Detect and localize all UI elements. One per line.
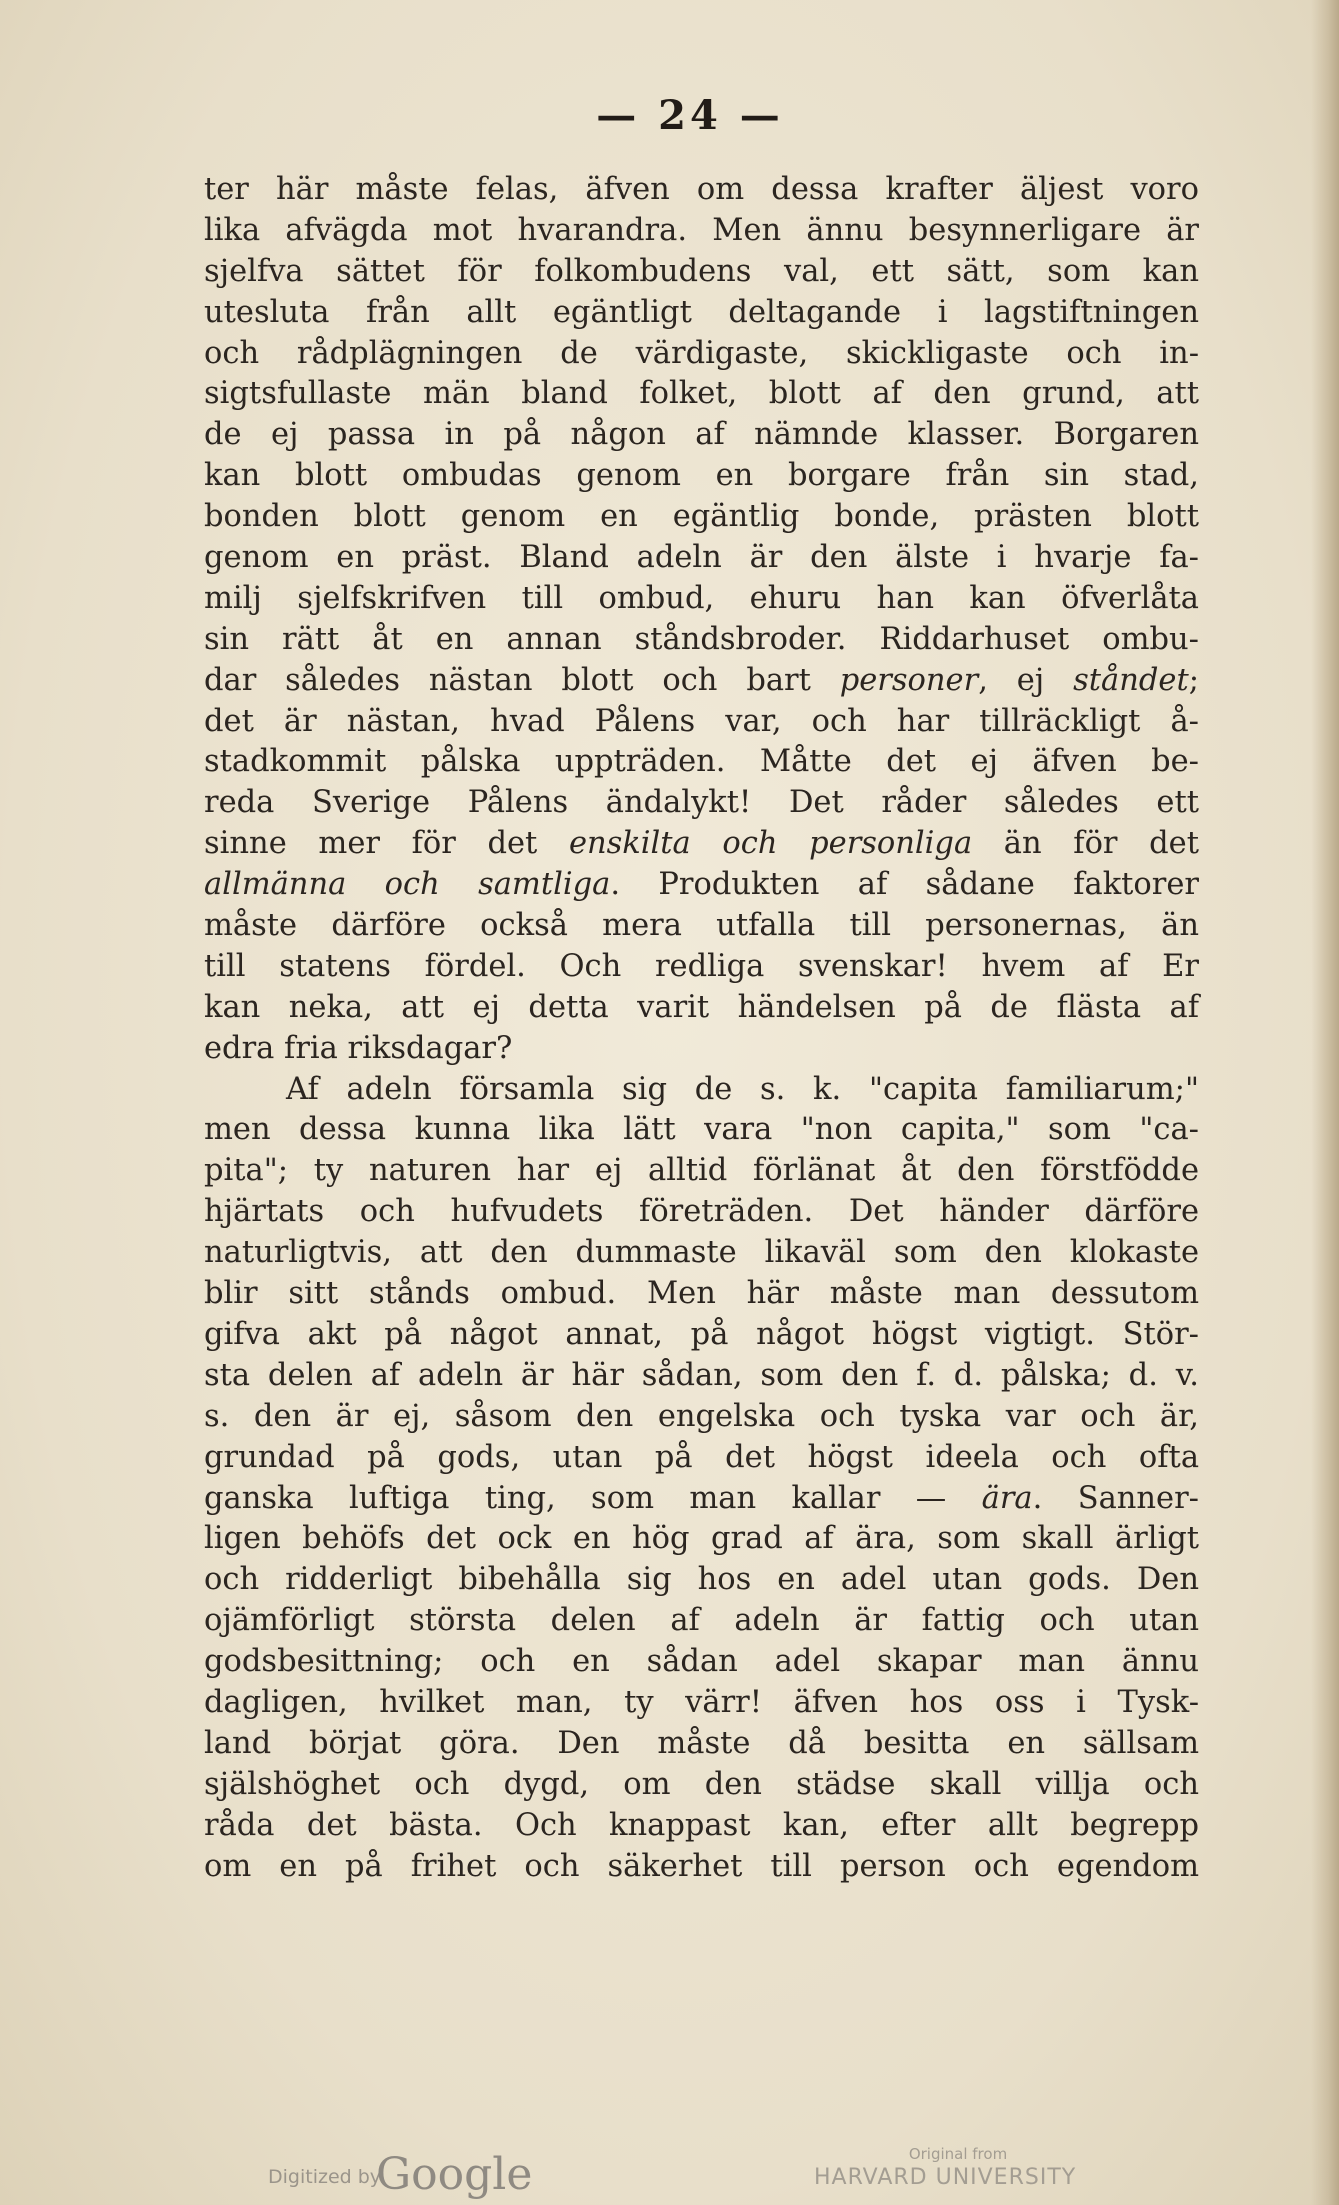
text-run: sinne mer för det (204, 826, 569, 862)
text-run: lika afvägda mot hvarandra. Men ännu besynnerligare är (204, 212, 1199, 248)
text-run: än för det (972, 826, 1199, 862)
text-run: måste därföre också mera utfalla till personernas, än (204, 908, 1199, 944)
italic-run: enskilta och personliga (568, 826, 973, 862)
text-line (204, 211, 1199, 252)
text-run: råda det bästa. Och knappast kan, efter allt begrepp (204, 1807, 1199, 1843)
text-line (204, 293, 1199, 334)
text-line (204, 1397, 1199, 1438)
text-run: Af adeln församla sig de s. k. "capita familiarum;" (286, 1071, 1199, 1107)
text-run: kan neka, att ej detta varit händelsen på de flästa af (204, 989, 1199, 1025)
text-run: ganska luftiga ting, som man kallar — (204, 1480, 982, 1516)
text-run: godsbesittning; och en sådan adel skapar man ännu (204, 1644, 1199, 1680)
text-run: , ej (978, 662, 1074, 698)
page-edge-shadow (1311, 0, 1339, 2205)
text-line (204, 1274, 1199, 1315)
text-line (204, 783, 1199, 824)
text-run: själshöghet och dygd, om den städse skall villja och (204, 1766, 1199, 1802)
text-line (204, 374, 1199, 415)
text-line (204, 334, 1199, 375)
text-run: dagligen, hvilket man, ty värr! äfven hos oss i Tysk- (204, 1684, 1199, 1720)
text-line (204, 1070, 1199, 1111)
text-run: sigtsfullaste män bland folket, blott af den grund, att (204, 376, 1199, 412)
text-run: och ridderligt bibehålla sig hos en adel utan gods. Den (204, 1562, 1199, 1598)
text-run: milj sjelfskrifven till ombud, ehuru han kan öfverlåta (204, 580, 1199, 616)
italic-run: personer (839, 662, 979, 698)
text-line (204, 1192, 1199, 1233)
text-run: ter här måste felas, äfven om dessa krafter äljest voro (204, 172, 1199, 207)
text-line (204, 1438, 1199, 1479)
text-line (204, 1806, 1199, 1847)
text-run: hjärtats och hufvudets företräden. Det händer därföre (204, 1194, 1199, 1230)
text-run: . Produkten af sådane faktorer (610, 867, 1199, 903)
text-line (204, 824, 1199, 865)
text-run: och rådplägningen de värdigaste, skickligaste och in- (204, 335, 1199, 371)
italic-run: allmänna och samtliga (204, 867, 611, 903)
text-line (204, 1315, 1199, 1356)
text-line (204, 579, 1199, 620)
text-line (204, 1683, 1199, 1724)
text-line (204, 702, 1199, 743)
text-run: bonden blott genom en egäntlig bonde, prästen blott (204, 499, 1199, 535)
text-line (204, 415, 1199, 456)
text-run: men dessa kunna lika lätt vara "non capita," som "ca- (204, 1112, 1199, 1148)
text-line (204, 456, 1199, 497)
text-run: . Sanner- (1032, 1480, 1199, 1516)
text-line (204, 1110, 1199, 1151)
digitized-by-label: Digitized by (268, 2166, 382, 2188)
text-run: ligen behöfs det ock en hög grad af ära, som skall ärligt (204, 1521, 1199, 1557)
text-run: edra fria riksdagar? (204, 1030, 513, 1066)
text-run: grundad på gods, utan på det högst ideela och ofta (204, 1439, 1199, 1475)
text-run: blir sitt stånds ombud. Men här måste man dessutom (204, 1276, 1199, 1312)
text-run: sin rätt åt en annan ståndsbroder. Riddarhuset ombu- (204, 621, 1199, 657)
text-line (204, 1151, 1199, 1192)
text-run: reda Sverige Pålens ändalykt! Det råder således ett (204, 785, 1199, 821)
harvard-university-label: HARVARD UNIVERSITY (814, 2165, 1077, 2190)
text-line (204, 742, 1199, 783)
text-run: naturligtvis, att den dummaste likaväl som den klokaste (204, 1235, 1199, 1271)
text-run: land börjat göra. Den måste då besitta en sällsam (204, 1725, 1199, 1761)
text-line (204, 1479, 1199, 1520)
text-line (204, 947, 1199, 988)
text-run: sta delen af adeln är här sådan, som den f. d. pålska; d. v. (204, 1357, 1199, 1393)
text-line (204, 1519, 1199, 1560)
text-line (204, 1765, 1199, 1806)
google-logo: Google (376, 2149, 533, 2200)
text-run: ojämförligt största delen af adeln är fattig och utan (204, 1603, 1199, 1639)
text-run: genom en präst. Bland adeln är den älste i hvarje fa- (204, 540, 1199, 576)
text-line (204, 170, 1199, 211)
text-line (204, 1642, 1199, 1683)
text-run: utesluta från allt egäntligt deltagande i lagstiftningen (204, 294, 1199, 330)
text-run: dar således nästan blott och bart (204, 662, 840, 698)
text-run: kan blott ombudas genom en borgare från sin stad, (204, 458, 1199, 494)
text-line (204, 865, 1199, 906)
body-text (204, 170, 1199, 1887)
text-line (204, 1356, 1199, 1397)
digitization-footer (0, 2145, 1339, 2205)
text-run: om en på frihet och säkerhet till person och egendom (204, 1848, 1199, 1884)
text-run: s. den är ej, såsom den engelska och tyska var och är, (204, 1398, 1199, 1434)
text-line (204, 661, 1199, 702)
text-line (204, 1847, 1199, 1888)
text-run: pita"; ty naturen har ej alltid förlänat åt den förstfödde (204, 1153, 1199, 1189)
text-line (204, 1233, 1199, 1274)
text-run: ; (1188, 662, 1199, 698)
original-from-label: Original from (908, 2145, 1008, 2163)
text-line (204, 497, 1199, 538)
text-line (204, 1560, 1199, 1601)
text-line (204, 252, 1199, 293)
text-run: sjelfva sättet för folkombudens val, ett sätt, som kan (204, 253, 1199, 289)
text-run: till statens fördel. Och redliga svenskar! hvem af Er (204, 948, 1199, 984)
italic-run: ära (981, 1480, 1033, 1516)
italic-run: ståndet (1073, 662, 1189, 698)
text-run: det är nästan, hvad Pålens var, och har tillräckligt å- (204, 703, 1199, 739)
text-run: gifva akt på något annat, på något högst vigtigt. Stör- (204, 1316, 1199, 1352)
text-line (204, 538, 1199, 579)
text-run: stadkommit pålska uppträden. Måtte det ej äfven be- (204, 744, 1199, 780)
text-line (204, 1601, 1199, 1642)
text-line (204, 620, 1199, 661)
text-line (204, 906, 1199, 947)
page-number: — 24 — (596, 92, 784, 139)
text-line (204, 1029, 1199, 1070)
text-run: de ej passa in på någon af nämnde klasser. Borgaren (204, 417, 1199, 453)
text-line (204, 988, 1199, 1029)
text-line (204, 1724, 1199, 1765)
